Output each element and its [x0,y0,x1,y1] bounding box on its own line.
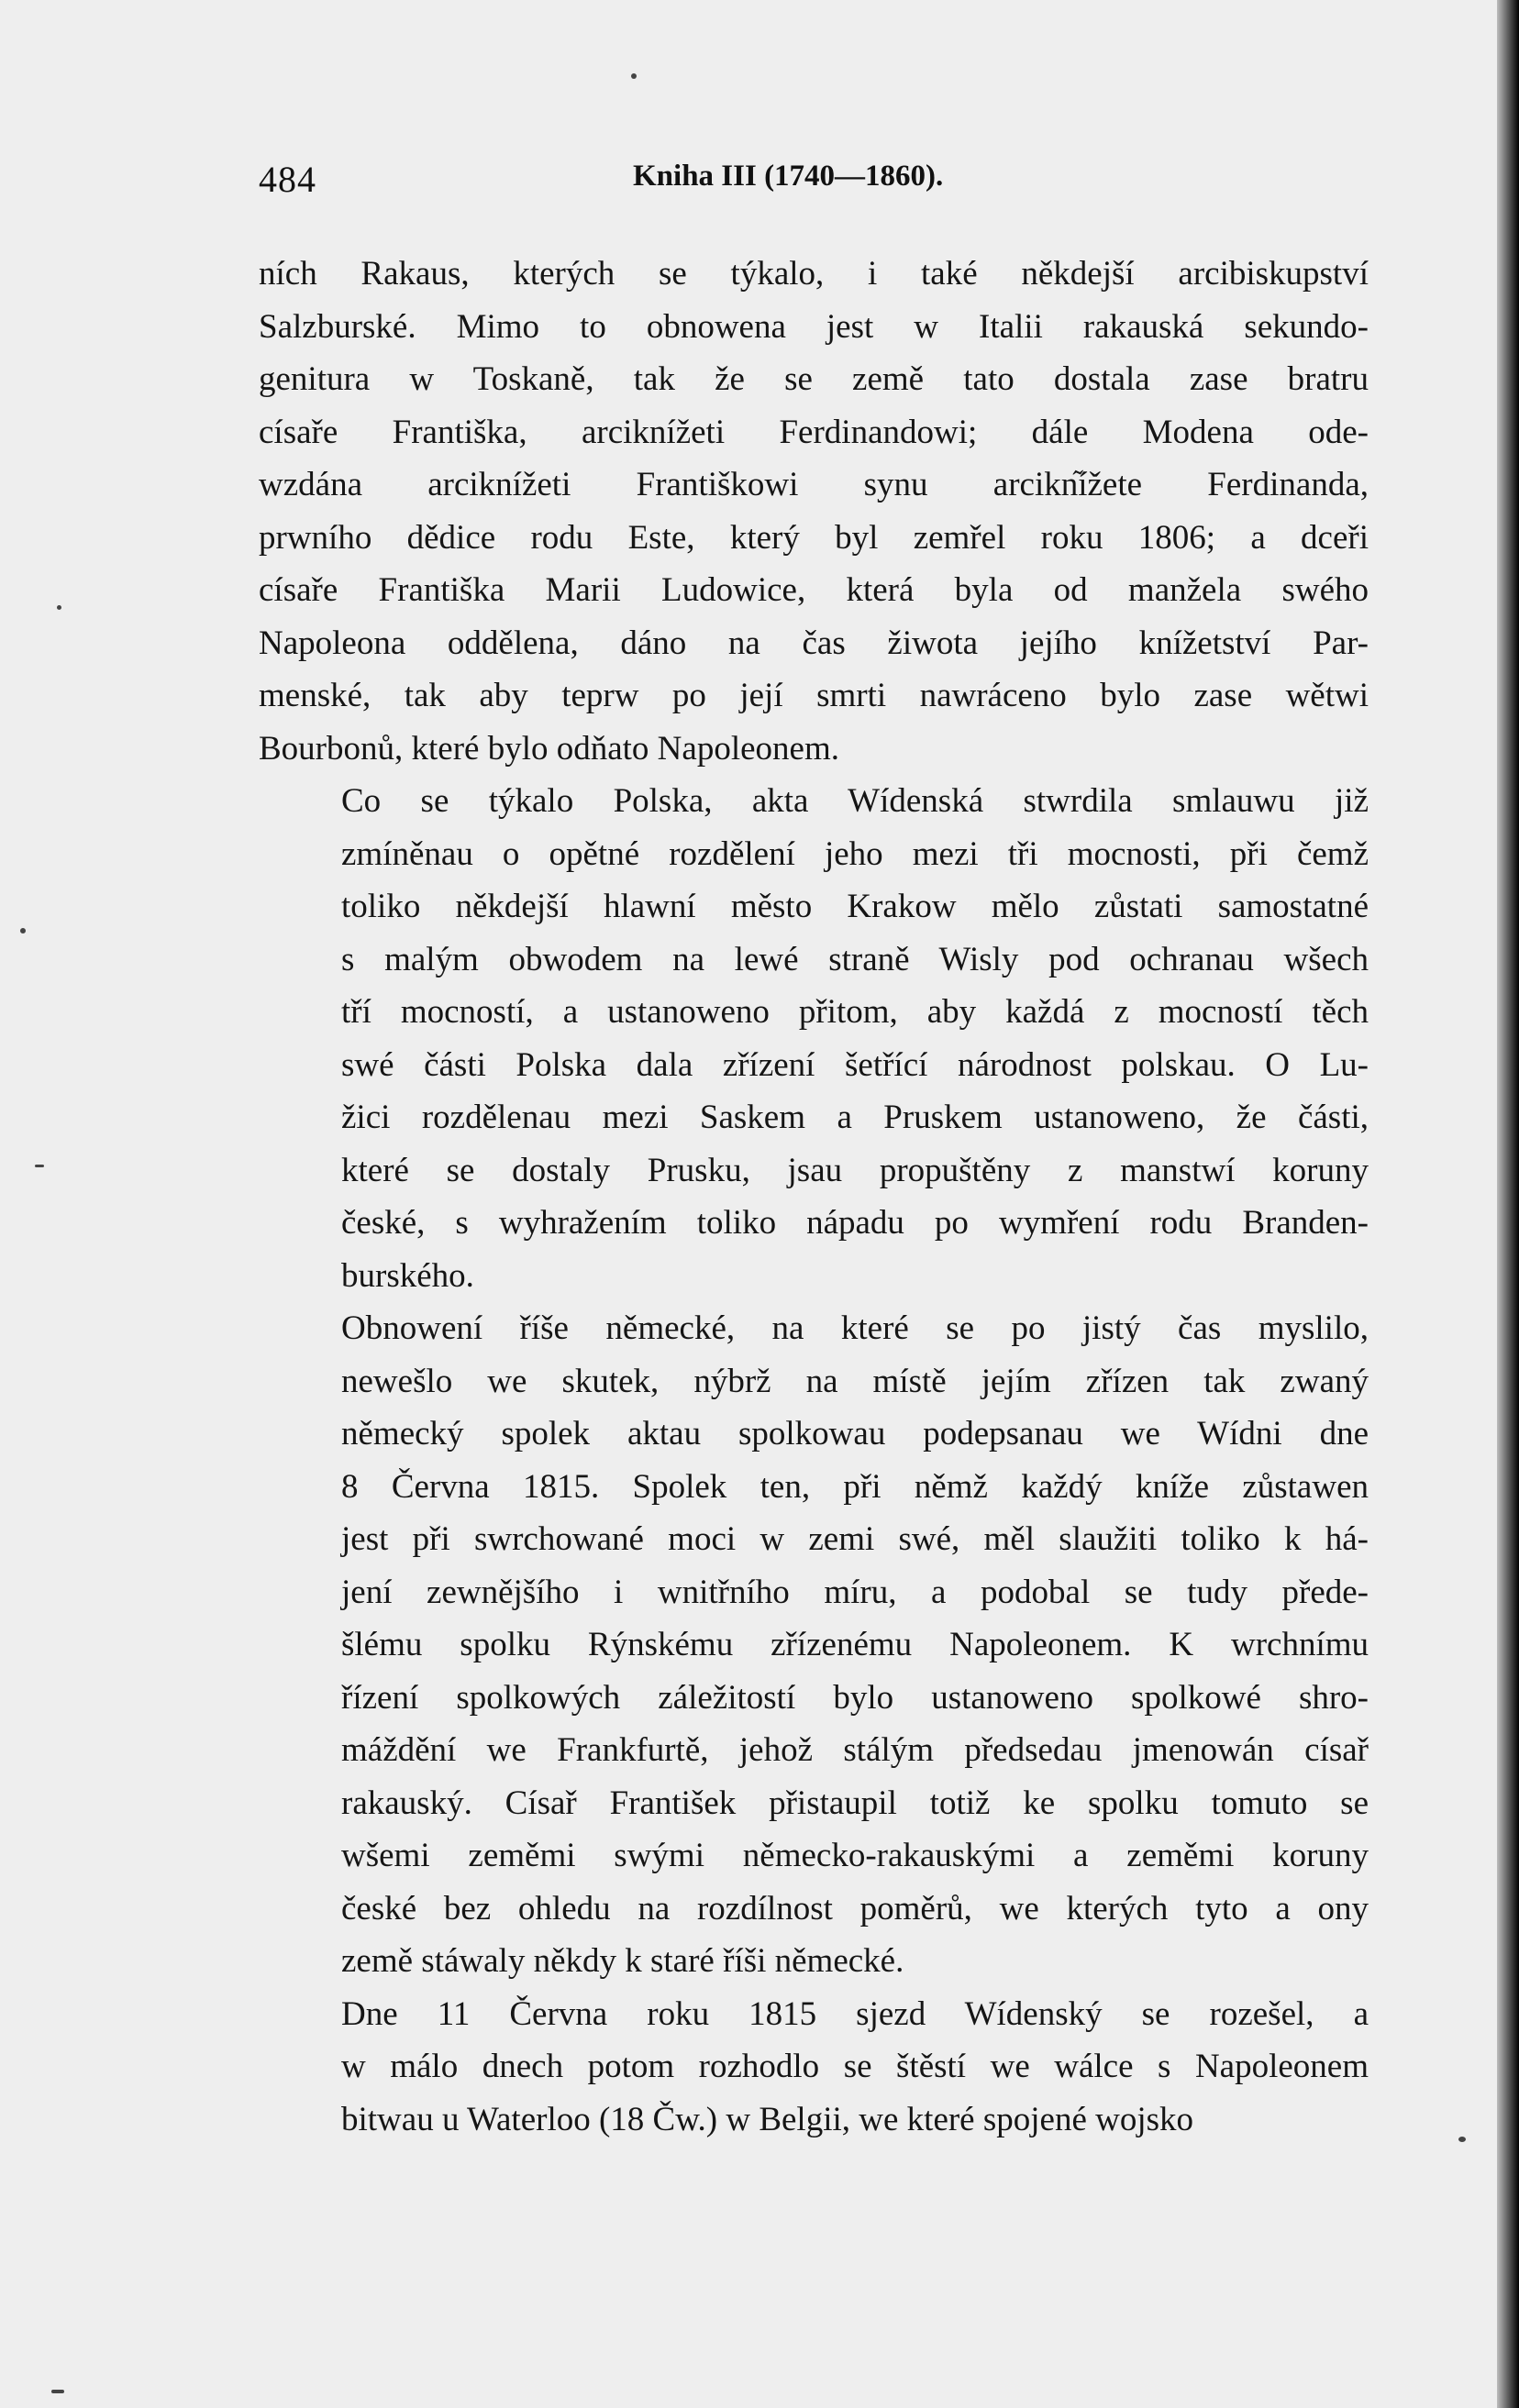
text-line: šlému spolku Rýnskému zřízenému Napoleonem. K wrchnímu [341,1626,1369,1663]
paragraph-2 [259,775,1369,1302]
text-line: rakauský. Císař František přistaupil totiž ke spolku tomuto se [341,1784,1369,1822]
text-line: české bez ohledu na rozdílnost poměrů, we kterých tyto a ony [341,1889,1369,1928]
scan-speck [51,2390,64,2393]
text-line: země stáwaly někdy k staré říši německé. [341,1942,904,1980]
text-line: Co se týkalo Polska, akta Wídenská stwrdila smlauwu již [341,782,1369,820]
text-line: císaře Františka, arciknížeti Ferdinandowi; dále Modena ode- [259,413,1369,451]
text-line: s malým obwodem na lewé straně Wisly pod ochranau wšech [341,940,1369,978]
text-line: swé části Polska dala zřízení šetřící národnost polskau. O Lu- [341,1045,1369,1084]
text-line: řízení spolkowých záležitostí bylo ustanoweno spolkowé shro- [341,1678,1369,1717]
text-line: jest při swrchowané moci w zemi swé, měl slaužiti toliko k há- [341,1520,1369,1558]
running-head: Kniha III (1740—1860). [633,160,944,193]
page-number: 484 [259,159,316,200]
text-line: wšemi zeměmi swými německo-rakauskými a zeměmi koruny [341,1837,1369,1874]
scan-speck [35,1165,44,1167]
scan-speck [631,73,637,79]
text-line: tří mocností, a ustanoweno přitom, aby každá z mocností těch [341,993,1369,1031]
paragraph-4 [259,1988,1369,2147]
text-line: české, s wyhražením toliko nápadu po wymření rodu Branden- [341,1204,1369,1242]
scan-speck [57,605,61,610]
text-line: Obnowení říše německé, na které se po jistý čas myslilo, [341,1309,1369,1347]
text-line: w málo dnech potom rozhodlo se štěstí we wálce s Napoleonem [341,2048,1369,2085]
paragraph-3 [259,1302,1369,1988]
text-line: toliko někdejší hlawní město Krakow mělo zůstati samostatné [341,888,1369,925]
text-line: Bourbonů, které bylo odňato Napoleonem. [259,729,839,768]
text-line: prwního dědice rodu Este, který byl zemřel roku 1806; a dceři [259,518,1369,557]
text-line: žici rozdělenau mezi Saskem a Pruskem ustanoweno, že části, [341,1099,1369,1136]
paragraph-1 [259,248,1369,775]
text-line: newešlo we skutek, nýbrž na místě jejím zřízen tak zwaný [341,1362,1369,1400]
text-line: wzdána arciknížeti Františkowi synu arcikn᷉ížete Ferdinanda, [259,466,1369,503]
body-text [259,248,1369,2146]
text-line: menské, tak aby teprw po její smrti nawráceno bylo zase wětwi [259,677,1369,714]
text-line: německý spolek aktau spolkowau podepsanau we Wídni dne [341,1415,1369,1453]
text-line: máždění we Frankfurtě, jehož stálým předsedau jmenowán císař [341,1731,1369,1769]
text-line: burského. [341,1256,474,1295]
text-line: jení zewnějšího i wnitřního míru, a podobal se tudy přede- [341,1573,1369,1611]
text-line: Napoleona oddělena, dáno na čas žiwota jejího knížetství Par- [259,624,1369,662]
text-line: Dne 11 Června roku 1815 sjezd Wídenský se rozešel, a [341,1994,1369,2033]
page-header [259,154,1369,209]
text-line: genitura w Toskaně, tak že se země tato dostala zase bratru [259,360,1369,398]
text-line: zmíněnau o opětné rozdělení jeho mezi tři mocnosti, při čemž [341,834,1369,873]
page-edge-shadow [1497,0,1519,2408]
text-line: bitwau u Waterloo (18 Čw.) w Belgii, we které spojené wojsko [341,2100,1194,2138]
text-line: Salzburské. Mimo to obnowena jest w Italii rakauská sekundo- [259,307,1369,346]
text-line: ních Rakaus, kterých se týkalo, i také někdejší arcibiskupství [259,255,1369,293]
text-line: 8 Června 1815. Spolek ten, při němž každý kníže zůstawen [341,1467,1369,1506]
scan-speck [20,928,26,933]
text-line: císaře Františka Marii Ludowice, která byla od manžela swého [259,571,1369,609]
text-line: které se dostaly Prusku, jsau propuštěny z manstwí koruny [341,1151,1369,1189]
scan-speck [1458,2137,1466,2142]
